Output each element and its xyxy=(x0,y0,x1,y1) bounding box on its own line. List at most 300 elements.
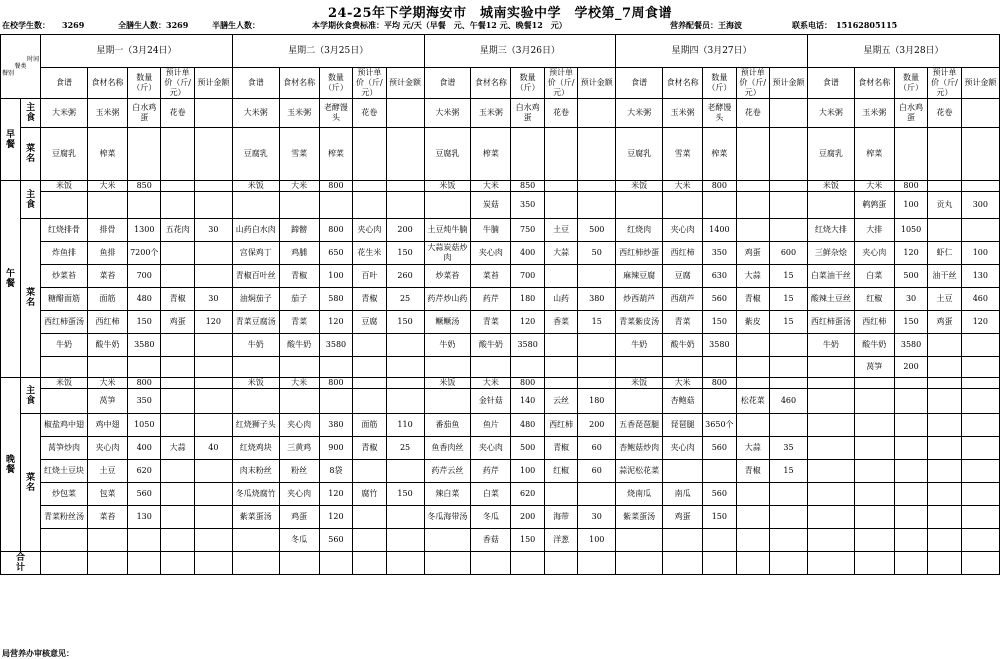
price-cell xyxy=(161,460,194,483)
recipe-cell xyxy=(807,414,854,437)
qty-cell: 150 xyxy=(894,311,927,334)
qty-cell: 140 xyxy=(511,389,544,414)
qty-cell: 老酵馒头 xyxy=(319,99,352,128)
ingredient-cell: 酸牛奶 xyxy=(663,334,703,357)
qty-cell: 白水鸡蛋 xyxy=(511,99,544,128)
qty-cell: 3580 xyxy=(703,334,736,357)
amount-cell xyxy=(194,414,232,437)
amount-cell xyxy=(578,192,616,219)
qty-cell xyxy=(894,414,927,437)
qty-cell: 3580 xyxy=(511,334,544,357)
price-cell xyxy=(928,483,961,506)
recipe-cell: 炒菜苔 xyxy=(424,265,471,288)
ingredient-cell xyxy=(663,460,703,483)
price-cell: 夹心肉 xyxy=(353,219,386,242)
qty-cell: 480 xyxy=(511,414,544,437)
meal-label-breakfast: 早 餐 xyxy=(1,99,21,181)
amount-cell xyxy=(194,181,232,192)
col-price: 预计单价（斤/元） xyxy=(736,68,769,99)
qty-cell: 560 xyxy=(319,529,352,552)
recipe-cell xyxy=(807,378,854,389)
price-cell xyxy=(161,552,194,575)
price-cell xyxy=(161,242,194,265)
price-cell: 大蒜 xyxy=(161,437,194,460)
price-cell: 大蒜 xyxy=(544,242,577,265)
amount-cell xyxy=(769,192,807,219)
recipe-cell: 青菜粉丝汤 xyxy=(41,506,88,529)
amount-cell: 100 xyxy=(961,242,999,265)
qty-cell xyxy=(894,128,927,181)
price-cell xyxy=(161,128,194,181)
price-cell: 花生米 xyxy=(353,242,386,265)
recipe-cell xyxy=(41,357,88,378)
ingredient-cell: 杏鲍菇 xyxy=(663,389,703,414)
price-cell: 花卷 xyxy=(928,99,961,128)
ingredient-cell: 鸡蛋 xyxy=(279,506,319,529)
amount-cell xyxy=(194,460,232,483)
recipe-cell xyxy=(232,529,279,552)
ingredient-cell: 牛腩 xyxy=(471,219,511,242)
amount-cell xyxy=(961,181,999,192)
type-label-dish: 菜 名 xyxy=(21,128,41,181)
ingredient-cell xyxy=(854,529,894,552)
qty-cell xyxy=(128,552,161,575)
qty-cell xyxy=(894,389,927,414)
amount-cell: 15 xyxy=(769,288,807,311)
ingredient-cell xyxy=(87,529,127,552)
price-cell: 豆腐 xyxy=(353,311,386,334)
recipe-cell: 红烧土豆块 xyxy=(41,460,88,483)
ingredient-cell xyxy=(87,357,127,378)
recipe-cell: 米饭 xyxy=(424,181,471,192)
recipe-cell xyxy=(807,529,854,552)
ingredient-cell: 雪菜 xyxy=(663,128,703,181)
recipe-cell: 牛奶 xyxy=(424,334,471,357)
ingredient-cell: 药芹 xyxy=(471,460,511,483)
price-cell: 青椒 xyxy=(353,288,386,311)
qty-cell: 560 xyxy=(703,437,736,460)
price-cell xyxy=(928,181,961,192)
amount-cell: 380 xyxy=(578,288,616,311)
amount-cell: 40 xyxy=(194,437,232,460)
contact-phone: 联系电话： 15162805115 xyxy=(792,20,898,30)
amount-cell xyxy=(769,357,807,378)
price-cell xyxy=(736,181,769,192)
amount-cell xyxy=(961,219,999,242)
price-cell xyxy=(928,437,961,460)
recipe-cell: 红烧肉 xyxy=(616,219,663,242)
recipe-cell: 紫菜蛋汤 xyxy=(232,506,279,529)
recipe-cell xyxy=(807,437,854,460)
price-cell xyxy=(544,334,577,357)
amount-cell xyxy=(194,128,232,181)
ingredient-cell xyxy=(87,552,127,575)
recipe-cell: 紫菜蛋汤 xyxy=(616,506,663,529)
recipe-cell: 肉末粉丝 xyxy=(232,460,279,483)
ingredient-cell xyxy=(279,552,319,575)
price-cell xyxy=(161,483,194,506)
price-cell: 山药 xyxy=(544,288,577,311)
qty-cell: 580 xyxy=(319,288,352,311)
qty-cell: 750 xyxy=(511,219,544,242)
price-cell: 贡丸 xyxy=(928,192,961,219)
day-header: 星期三（3月26日） xyxy=(424,35,616,68)
amount-cell xyxy=(194,529,232,552)
amount-cell xyxy=(961,414,999,437)
amount-cell: 100 xyxy=(578,529,616,552)
amount-cell xyxy=(961,506,999,529)
ingredient-cell: 大米 xyxy=(87,378,127,389)
price-cell xyxy=(928,506,961,529)
recipe-cell xyxy=(232,357,279,378)
price-cell xyxy=(736,414,769,437)
ingredient-cell xyxy=(854,437,894,460)
recipe-cell: 冬瓜烧腐竹 xyxy=(232,483,279,506)
ingredient-cell: 夹心肉 xyxy=(279,414,319,437)
ingredient-cell: 玉米粥 xyxy=(854,99,894,128)
amount-cell: 150 xyxy=(386,242,424,265)
recipe-cell: 麻辣豆腐 xyxy=(616,265,663,288)
amount-cell: 35 xyxy=(769,437,807,460)
qty-cell: 130 xyxy=(128,506,161,529)
amount-cell: 30 xyxy=(578,506,616,529)
ingredient-cell: 鹌鹑蛋 xyxy=(854,192,894,219)
recipe-cell xyxy=(616,192,663,219)
ingredient-cell: 鸡脯 xyxy=(279,242,319,265)
qty-cell: 1300 xyxy=(128,219,161,242)
amount-cell: 110 xyxy=(386,414,424,437)
col-recipe: 食谱 xyxy=(424,68,471,99)
recipe-cell xyxy=(41,552,88,575)
qty-cell xyxy=(319,389,352,414)
price-cell xyxy=(544,378,577,389)
ingredient-cell: 青菜 xyxy=(279,311,319,334)
qty-cell: 3650个 xyxy=(703,414,736,437)
qty-cell: 3580 xyxy=(128,334,161,357)
recipe-cell: 大米粥 xyxy=(424,99,471,128)
qty-cell xyxy=(511,357,544,378)
ingredient-cell: 药芹 xyxy=(471,288,511,311)
ingredient-cell xyxy=(663,357,703,378)
ingredient-cell: 面筋 xyxy=(87,288,127,311)
qty-cell: 白水鸡蛋 xyxy=(128,99,161,128)
price-cell: 五花肉 xyxy=(161,219,194,242)
type-label-staple: 主 食 xyxy=(21,378,41,414)
price-cell xyxy=(544,192,577,219)
recipe-cell xyxy=(807,506,854,529)
qty-cell: 800 xyxy=(128,378,161,389)
ingredient-cell: 酸牛奶 xyxy=(471,334,511,357)
qty-cell: 350 xyxy=(703,242,736,265)
amount-cell: 15 xyxy=(769,311,807,334)
ingredient-cell: 大米 xyxy=(279,181,319,192)
ingredient-cell: 夹心肉 xyxy=(663,437,703,460)
price-cell: 土豆 xyxy=(544,219,577,242)
qty-cell: 3580 xyxy=(894,334,927,357)
recipe-cell: 豆腐乳 xyxy=(41,128,88,181)
qty-cell: 120 xyxy=(319,311,352,334)
price-cell: 百叶 xyxy=(353,265,386,288)
price-cell xyxy=(353,460,386,483)
amount-cell xyxy=(769,483,807,506)
recipe-cell: 土豆炖牛腩 xyxy=(424,219,471,242)
recipe-cell: 三鲜杂烩 xyxy=(807,242,854,265)
amount-cell xyxy=(194,99,232,128)
qty-cell: 150 xyxy=(511,529,544,552)
amount-cell xyxy=(961,460,999,483)
recipe-cell: 米饭 xyxy=(41,378,88,389)
amount-cell: 60 xyxy=(578,437,616,460)
recipe-cell xyxy=(807,483,854,506)
price-cell xyxy=(353,357,386,378)
amount-cell xyxy=(194,506,232,529)
qty-cell: 150 xyxy=(703,506,736,529)
ingredient-cell: 西红柿 xyxy=(87,311,127,334)
price-cell: 青椒 xyxy=(544,437,577,460)
recipe-cell xyxy=(232,552,279,575)
price-cell xyxy=(736,552,769,575)
ingredient-cell: 夹心肉 xyxy=(471,242,511,265)
qty-cell xyxy=(319,357,352,378)
ingredient-cell xyxy=(854,378,894,389)
ingredient-cell xyxy=(87,192,127,219)
recipe-cell: 杏鲍菇炒肉 xyxy=(616,437,663,460)
col-qty: 数量（斤） xyxy=(128,68,161,99)
amount-cell xyxy=(769,414,807,437)
col-recipe: 食谱 xyxy=(807,68,854,99)
amount-cell xyxy=(578,378,616,389)
recipe-cell: 鳜鳜汤 xyxy=(424,311,471,334)
amount-cell: 150 xyxy=(386,483,424,506)
price-cell: 西红柿 xyxy=(544,414,577,437)
ingredient-cell xyxy=(663,552,703,575)
col-ingredient: 食材名称 xyxy=(87,68,127,99)
price-cell xyxy=(353,128,386,181)
ingredient-cell: 大排 xyxy=(854,219,894,242)
amount-cell xyxy=(194,242,232,265)
recipe-cell xyxy=(807,460,854,483)
amount-cell: 120 xyxy=(194,311,232,334)
recipe-cell xyxy=(807,389,854,414)
amount-cell xyxy=(769,128,807,181)
qty-cell: 630 xyxy=(703,265,736,288)
qty-cell: 850 xyxy=(128,181,161,192)
price-cell xyxy=(353,529,386,552)
col-qty: 数量（斤） xyxy=(703,68,736,99)
recipe-cell xyxy=(807,552,854,575)
price-cell xyxy=(736,506,769,529)
qty-cell: 150 xyxy=(703,311,736,334)
qty-cell: 150 xyxy=(128,311,161,334)
price-cell xyxy=(928,414,961,437)
recipe-cell: 宫保鸡丁 xyxy=(232,242,279,265)
ingredient-cell: 大米 xyxy=(87,181,127,192)
recipe-cell xyxy=(424,192,471,219)
ingredient-cell xyxy=(471,552,511,575)
recipe-cell: 米饭 xyxy=(616,181,663,192)
amount-cell: 120 xyxy=(961,311,999,334)
ingredient-cell: 西葫芦 xyxy=(663,288,703,311)
ingredient-cell: 榨菜 xyxy=(854,128,894,181)
ingredient-cell: 玉米粥 xyxy=(471,99,511,128)
qty-cell xyxy=(128,357,161,378)
price-cell: 花卷 xyxy=(544,99,577,128)
day-header: 星期四（3月27日） xyxy=(616,35,808,68)
amount-cell xyxy=(386,529,424,552)
recipe-cell: 五香琵琶腿 xyxy=(616,414,663,437)
day-header: 星期二（3月25日） xyxy=(232,35,424,68)
amount-cell xyxy=(386,552,424,575)
ingredient-cell: 包菜 xyxy=(87,483,127,506)
recipe-cell: 牛奶 xyxy=(616,334,663,357)
amount-cell xyxy=(578,181,616,192)
ingredient-cell: 榨菜 xyxy=(471,128,511,181)
recipe-cell: 红烧鸡块 xyxy=(232,437,279,460)
amount-cell: 300 xyxy=(961,192,999,219)
qty-cell xyxy=(894,460,927,483)
qty-cell xyxy=(511,552,544,575)
recipe-cell xyxy=(232,389,279,414)
recipe-cell: 豆腐乳 xyxy=(807,128,854,181)
qty-cell xyxy=(511,128,544,181)
recipe-cell: 白菜油干丝 xyxy=(807,265,854,288)
price-cell xyxy=(544,181,577,192)
recipe-cell: 烧南瓜 xyxy=(616,483,663,506)
price-cell xyxy=(353,334,386,357)
col-ingredient: 食材名称 xyxy=(663,68,703,99)
recipe-cell: 炒包菜 xyxy=(41,483,88,506)
ingredient-cell: 土豆 xyxy=(87,460,127,483)
recipe-cell: 大米粥 xyxy=(232,99,279,128)
recipe-cell: 米饭 xyxy=(616,378,663,389)
amount-cell: 15 xyxy=(769,265,807,288)
qty-cell: 400 xyxy=(128,437,161,460)
recipe-cell xyxy=(424,529,471,552)
qty-cell: 800 xyxy=(703,181,736,192)
price-cell xyxy=(161,506,194,529)
price-cell xyxy=(928,128,961,181)
price-cell xyxy=(928,552,961,575)
price-cell xyxy=(161,529,194,552)
recipe-cell: 米饭 xyxy=(424,378,471,389)
ingredient-cell: 金针菇 xyxy=(471,389,511,414)
col-qty: 数量（斤） xyxy=(511,68,544,99)
qty-cell: 200 xyxy=(511,506,544,529)
recipe-cell: 青菜豆腐汤 xyxy=(232,311,279,334)
recipe-cell: 西红柿蛋汤 xyxy=(41,311,88,334)
qty-cell: 800 xyxy=(319,219,352,242)
ingredient-cell xyxy=(279,357,319,378)
price-cell xyxy=(544,552,577,575)
recipe-cell: 豆腐乳 xyxy=(616,128,663,181)
qty-cell xyxy=(128,128,161,181)
price-cell xyxy=(161,357,194,378)
ingredient-cell xyxy=(471,357,511,378)
ingredient-cell xyxy=(663,192,703,219)
type-label-staple: 主 食 xyxy=(21,99,41,128)
col-price: 预计单价（斤/元） xyxy=(928,68,961,99)
ingredient-cell: 酸牛奶 xyxy=(87,334,127,357)
ingredient-cell: 青菜 xyxy=(663,311,703,334)
price-cell xyxy=(928,334,961,357)
qty-cell: 400 xyxy=(511,242,544,265)
ingredient-cell: 青椒 xyxy=(279,265,319,288)
price-cell xyxy=(353,552,386,575)
amount-cell: 15 xyxy=(578,311,616,334)
recipe-cell: 番茄鱼 xyxy=(424,414,471,437)
amount-cell: 200 xyxy=(578,414,616,437)
price-cell xyxy=(544,483,577,506)
corner-label: 时间 xyxy=(27,56,40,63)
price-cell xyxy=(353,192,386,219)
price-cell xyxy=(736,529,769,552)
qty-cell: 380 xyxy=(319,414,352,437)
ingredient-cell: 菜苔 xyxy=(87,265,127,288)
qty-cell: 900 xyxy=(319,437,352,460)
recipe-cell: 椒盐鸡中翅 xyxy=(41,414,88,437)
qty-cell: 120 xyxy=(511,311,544,334)
price-cell: 香菜 xyxy=(544,311,577,334)
qty-cell: 120 xyxy=(319,483,352,506)
recipe-cell: 炒菜苔 xyxy=(41,265,88,288)
amount-cell xyxy=(194,389,232,414)
price-cell xyxy=(161,265,194,288)
ingredient-cell: 雪菜 xyxy=(279,128,319,181)
amount-cell: 600 xyxy=(769,242,807,265)
ingredient-cell xyxy=(854,483,894,506)
recipe-cell: 炒西葫芦 xyxy=(616,288,663,311)
recipe-cell xyxy=(232,192,279,219)
qty-cell xyxy=(894,506,927,529)
amount-cell xyxy=(961,378,999,389)
price-cell xyxy=(544,265,577,288)
col-amount: 预计金额 xyxy=(769,68,807,99)
price-cell xyxy=(353,181,386,192)
price-cell: 青椒 xyxy=(736,288,769,311)
amount-cell xyxy=(194,265,232,288)
price-cell xyxy=(928,389,961,414)
amount-cell xyxy=(386,128,424,181)
amount-cell xyxy=(578,128,616,181)
qty-cell: 100 xyxy=(319,265,352,288)
qty-cell: 700 xyxy=(511,265,544,288)
recipe-cell: 油焖茄子 xyxy=(232,288,279,311)
amount-cell xyxy=(769,334,807,357)
recipe-cell xyxy=(616,357,663,378)
amount-cell xyxy=(194,378,232,389)
recipe-cell: 大米粥 xyxy=(807,99,854,128)
recipe-cell: 青菜紫皮汤 xyxy=(616,311,663,334)
amount-cell: 200 xyxy=(386,219,424,242)
col-amount: 预计金额 xyxy=(386,68,424,99)
recipe-cell: 牛奶 xyxy=(232,334,279,357)
recipe-cell: 药芹炒山药 xyxy=(424,288,471,311)
ingredient-cell: 鱼排 xyxy=(87,242,127,265)
ingredient-cell: 鱼片 xyxy=(471,414,511,437)
recipe-cell: 米饭 xyxy=(232,378,279,389)
col-ingredient: 食材名称 xyxy=(471,68,511,99)
ingredient-cell xyxy=(854,460,894,483)
ingredient-cell: 夹心肉 xyxy=(854,242,894,265)
price-cell: 云丝 xyxy=(544,389,577,414)
amount-cell: 30 xyxy=(194,288,232,311)
ingredient-cell: 大米 xyxy=(471,181,511,192)
qty-cell xyxy=(319,192,352,219)
ingredient-cell: 玉米粥 xyxy=(279,99,319,128)
price-cell: 海带 xyxy=(544,506,577,529)
students-count: 在校学生数： 3269 xyxy=(2,20,85,30)
qty-cell: 650 xyxy=(319,242,352,265)
